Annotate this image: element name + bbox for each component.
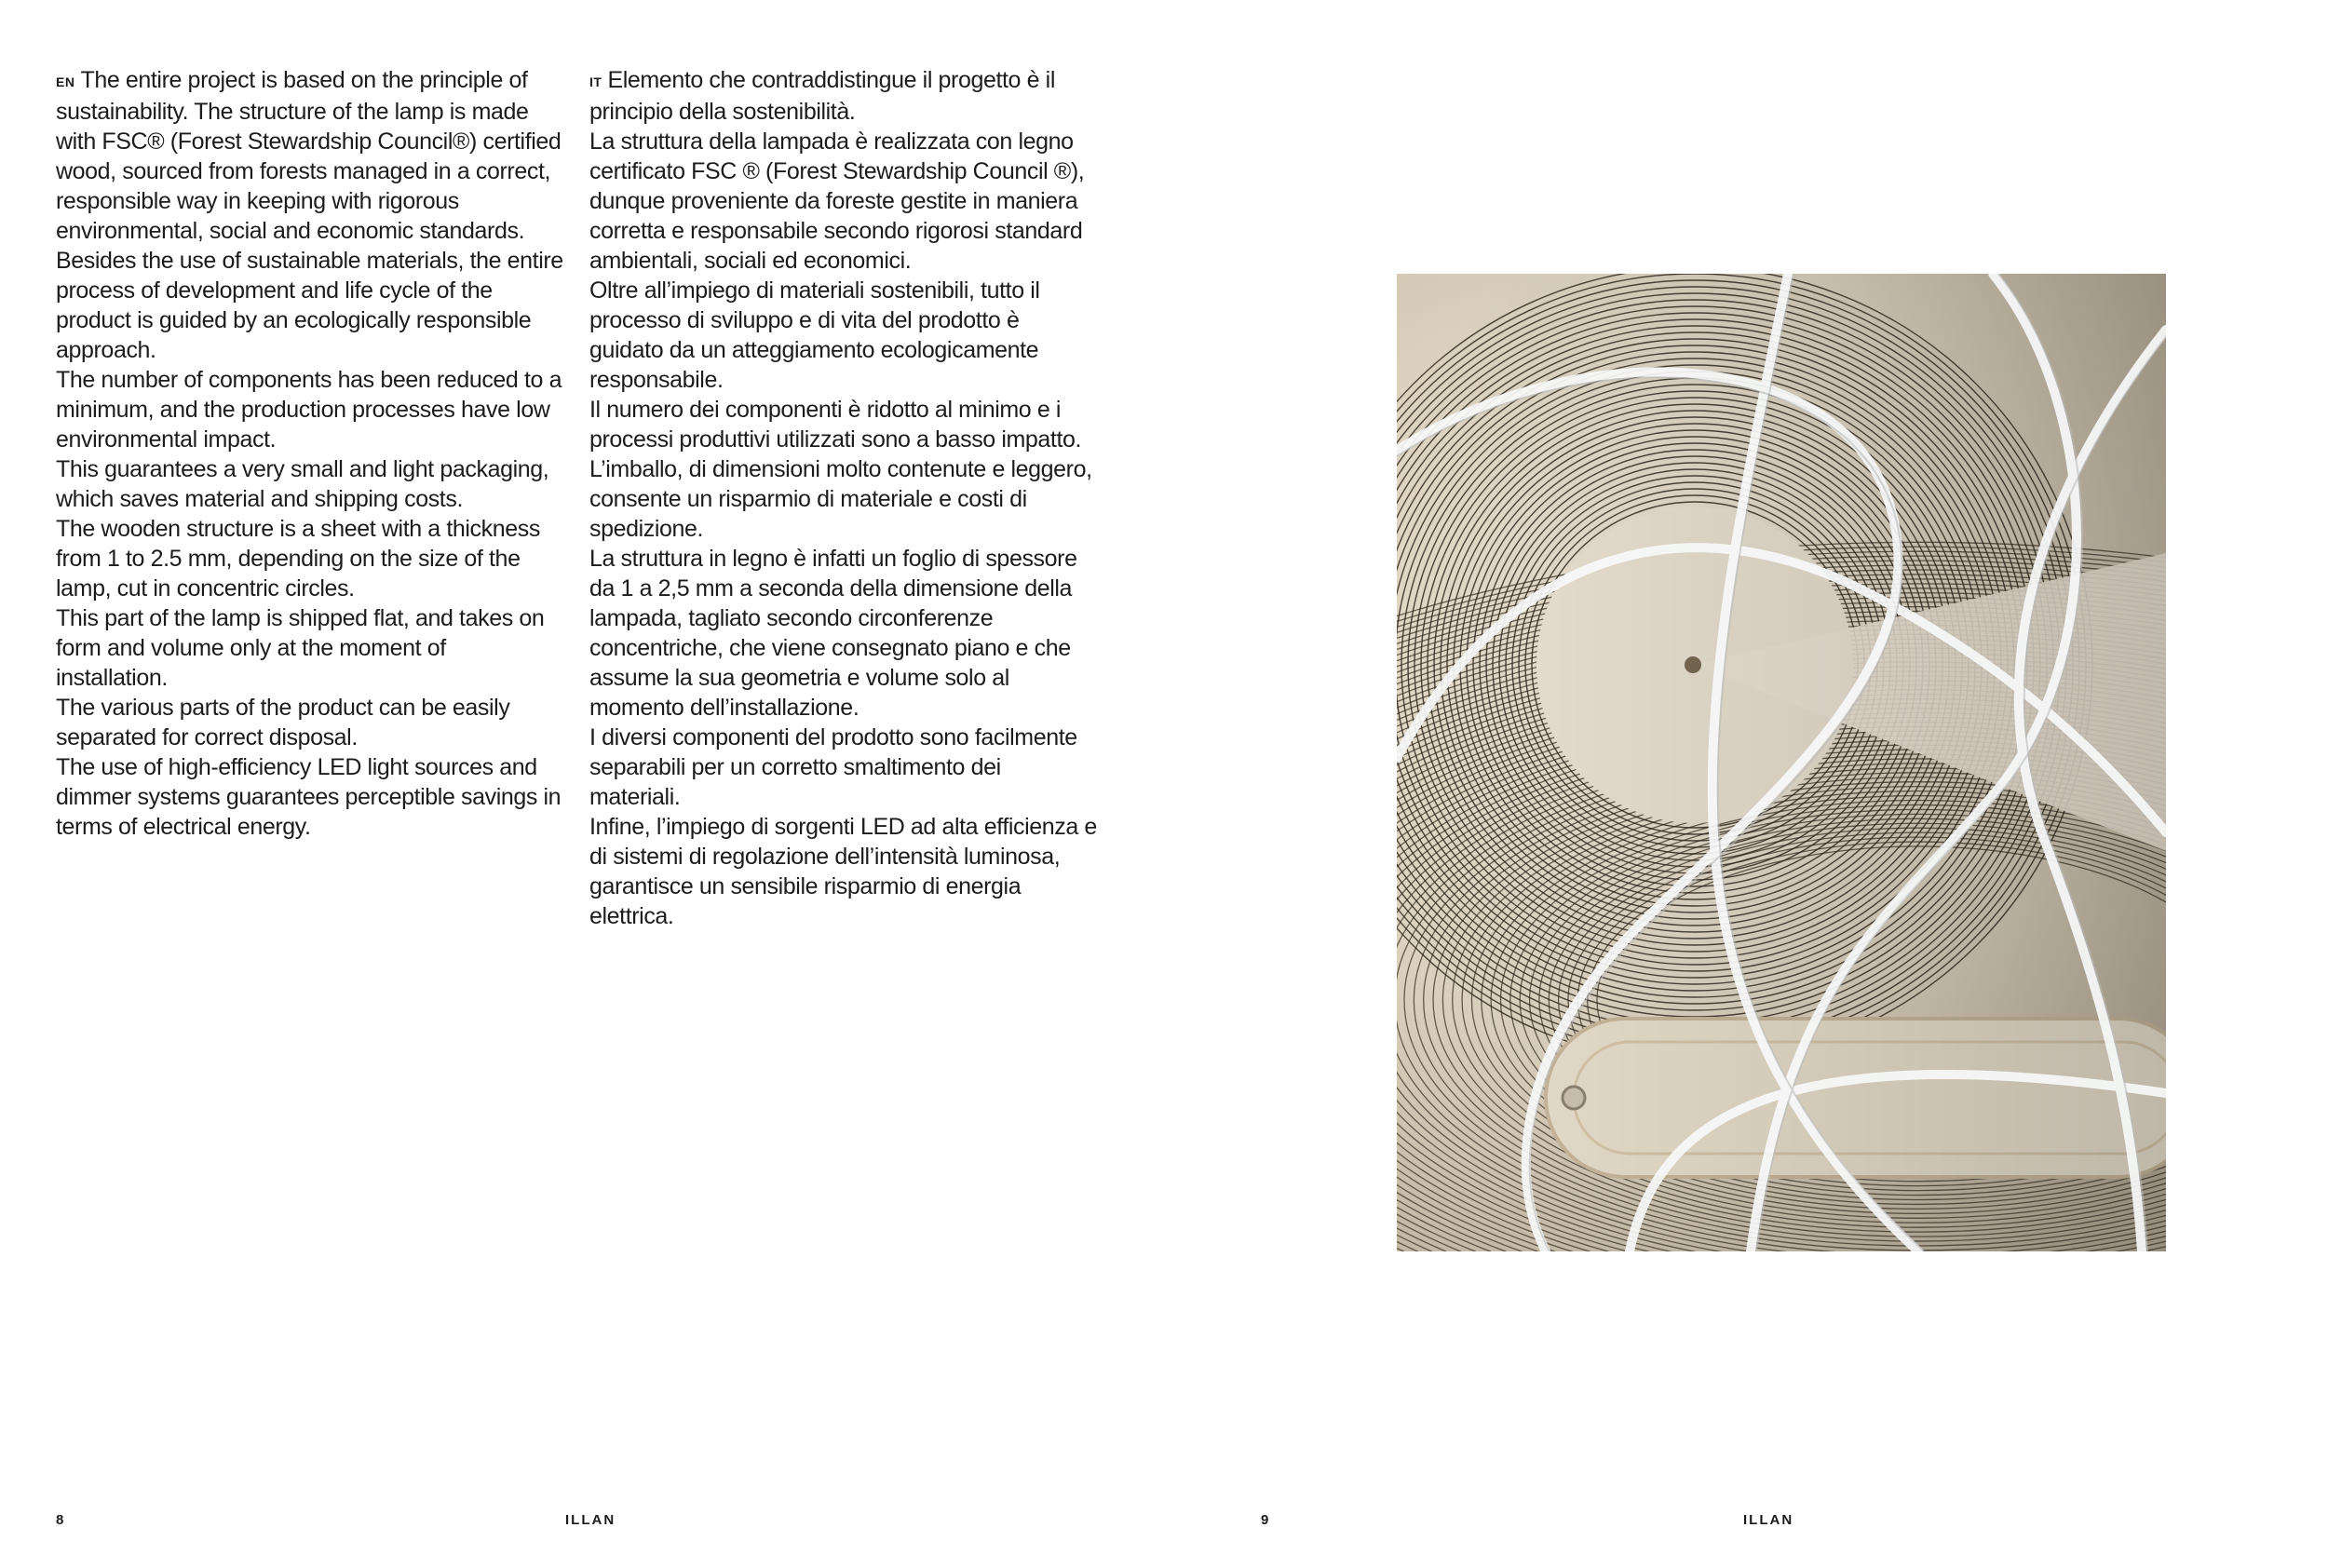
italian-paragraph: La struttura in legno è infatti un foglio di spessore da 1 a 2,5 mm a seconda della dimensione della lampada, tagliato secondo circonferenze concentriche, che viene consegnato piano e che assume la sua geometria e volume solo al momento dell’installazione. [589,546,1077,721]
language-label-en: EN [56,74,75,89]
english-paragraph: The number of components has been reduced to a minimum, and the production processes have low environmental impact. [56,367,562,453]
italian-paragraph: IT Elemento che contraddistingue il progetto è il principio della sostenibilità. [589,67,1055,125]
english-paragraph: EN The entire project is based on the principle of sustainability. The structure of the lamp is made with FSC® (Forest Stewardship Council®) certified wood, sourced from forests managed in a correct, responsible way in keeping with rigorous environmental, social and economic standards. Besides the use of sustainable materials, the entire process of development and life cycle of the product is guided by an ecologically responsible approach. [56,67,563,363]
left-running-title: ILLAN [565,1512,616,1528]
italian-paragraph: Infine, l’impiego di sorgenti LED ad alta efficienza e di sistemi di regolazione dell’intensità luminosa, garantisce un sensibile risparmio di energia elettrica. [589,814,1097,929]
right-running-title: ILLAN [1743,1512,1794,1528]
italian-paragraph: I diversi componenti del prodotto sono facilmente separabili per un corretto smaltimento dei materiali. [589,724,1077,810]
italian-paragraph: Il numero dei componenti è ridotto al minimo e i processi produttivi utilizzati sono a basso impatto. [589,397,1082,453]
english-paragraph: This part of the lamp is shipped flat, and takes on form and volume only at the moment of installation. [56,605,545,691]
english-paragraph: This guarantees a very small and light packaging, which saves material and shipping costs. [56,456,549,512]
left-page-number: 8 [56,1512,66,1528]
language-label-it: IT [589,74,602,89]
italian-text-column [589,65,1097,931]
english-paragraph: The various parts of the product can be easily separated for correct disposal. [56,695,510,750]
english-text-column [56,65,563,842]
italian-paragraph: La struttura della lampada è realizzata con legno certificato FSC ® (Forest Stewardship Council ®), dunque proveniente da foreste gestite in maniera corretta e responsabile secondo rigorosi standard ambientali, sociali ed economici. [589,128,1085,274]
english-paragraph: The use of high-efficiency LED light sources and dimmer systems guarantees perceptible savings in terms of electrical energy. [56,754,562,840]
italian-paragraph: Oltre all’impiego di materiali sostenibili, tutto il processo di sviluppo e di vita del prodotto è guidato da un atteggiamento ecologicamente responsabile. [589,277,1040,393]
right-page-number: 9 [1261,1512,1271,1528]
italian-paragraph: L’imballo, di dimensioni molto contenute e leggero, consente un risparmio di materiale e costi di spedizione. [589,456,1092,542]
english-paragraph: The wooden structure is a sheet with a thickness from 1 to 2.5 mm, depending on the size of the lamp, cut in concentric circles. [56,516,540,602]
lamp-detail-photo [1397,274,2166,1251]
lamp-photo-illustration [1397,274,2166,1251]
